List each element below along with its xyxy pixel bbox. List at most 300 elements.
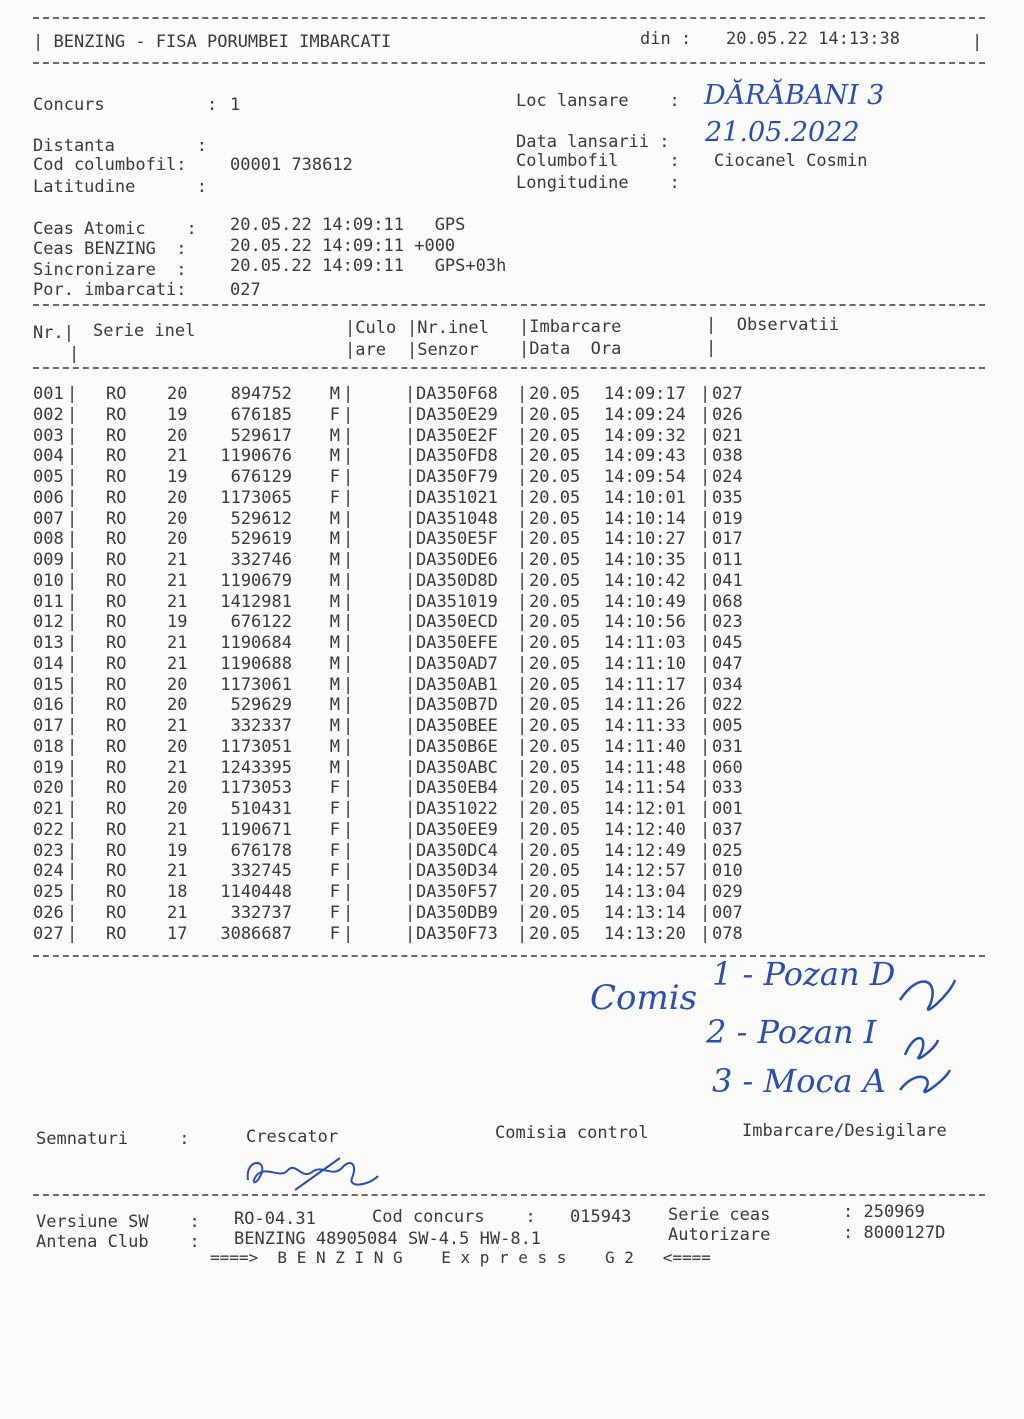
cell-tara: RO bbox=[106, 923, 127, 944]
cell-nr: 005 bbox=[33, 467, 64, 487]
column-separator: | bbox=[700, 757, 711, 778]
cell-tara: RO bbox=[106, 529, 127, 550]
column-separator: | bbox=[517, 633, 528, 653]
cell-obs: 019 bbox=[712, 508, 743, 529]
column-separator: | bbox=[67, 633, 78, 653]
column-separator: | bbox=[700, 570, 711, 591]
cell-data: 20.05 bbox=[529, 633, 581, 653]
column-separator: | bbox=[67, 570, 78, 591]
cell-obs: 011 bbox=[712, 550, 743, 570]
column-separator: | bbox=[700, 902, 711, 923]
table-row bbox=[0, 799, 1024, 820]
cell-nr: 018 bbox=[33, 736, 64, 757]
cell-sex: M bbox=[329, 550, 340, 570]
cell-senzor: DA350F57 bbox=[416, 882, 498, 902]
column-separator: | bbox=[700, 487, 711, 508]
column-separator: | bbox=[517, 778, 528, 799]
cell-obs: 025 bbox=[712, 840, 743, 861]
ceas-benzing-label: Ceas BENZING : bbox=[33, 239, 187, 259]
column-separator: | bbox=[517, 404, 528, 425]
cell-inel: 332737 bbox=[230, 902, 292, 923]
column-separator: | bbox=[67, 695, 78, 716]
cell-obs: 017 bbox=[712, 529, 743, 550]
cell-senzor: DA351019 bbox=[416, 591, 498, 612]
cell-ora: 14:10:49 bbox=[604, 591, 686, 612]
cell-nr: 021 bbox=[33, 799, 64, 819]
commission-handwritten-line-3: 3 - Moca A bbox=[712, 1062, 886, 1100]
column-separator: | bbox=[343, 736, 354, 757]
cell-ora: 14:12:40 bbox=[604, 819, 686, 840]
cell-ora: 14:12:57 bbox=[604, 861, 686, 882]
table-row bbox=[0, 675, 1024, 696]
crescator-signature bbox=[240, 1150, 390, 1195]
col-nr-subbar: | bbox=[69, 344, 80, 364]
cell-sex: M bbox=[329, 633, 340, 653]
column-separator: | bbox=[517, 861, 528, 882]
column-separator: | bbox=[67, 736, 78, 757]
column-separator: | bbox=[405, 591, 416, 612]
cell-obs: 029 bbox=[712, 882, 743, 902]
semnaturi-label: Semnaturi : bbox=[36, 1129, 190, 1149]
cell-nr: 004 bbox=[33, 446, 64, 467]
column-separator: | bbox=[343, 446, 354, 467]
cell-obs: 041 bbox=[712, 570, 743, 591]
column-separator: | bbox=[700, 467, 711, 487]
table-row bbox=[0, 758, 1024, 779]
column-separator: | bbox=[517, 508, 528, 529]
cell-tara: RO bbox=[106, 674, 127, 695]
versiune-sw-label: Versiune SW : bbox=[36, 1212, 200, 1232]
table-row bbox=[0, 737, 1024, 758]
cell-nr: 015 bbox=[33, 674, 64, 695]
data-lansarii-label: Data lansarii : bbox=[516, 132, 670, 152]
cell-an: 21 bbox=[167, 446, 188, 467]
cell-inel: 894752 bbox=[230, 384, 292, 404]
cod-concurs-value: 015943 bbox=[570, 1207, 632, 1227]
column-separator: | bbox=[517, 840, 528, 861]
form-title: | BENZING - FISA PORUMBEI IMBARCATI bbox=[33, 32, 392, 52]
cell-sex: M bbox=[329, 716, 340, 736]
latitudine-label: Latitudine : bbox=[33, 177, 207, 197]
cell-sex: F bbox=[329, 487, 340, 508]
cell-nr: 009 bbox=[33, 550, 64, 570]
cell-sex: M bbox=[329, 612, 340, 633]
cell-nr: 012 bbox=[33, 612, 64, 633]
cell-data: 20.05 bbox=[529, 882, 581, 902]
cell-obs: 026 bbox=[712, 404, 743, 425]
columbofil-value: Ciocanel Cosmin bbox=[714, 151, 868, 171]
cell-obs: 010 bbox=[712, 861, 743, 882]
cell-data: 20.05 bbox=[529, 591, 581, 612]
cell-an: 19 bbox=[167, 404, 188, 425]
footer-divider bbox=[33, 1194, 985, 1196]
column-separator: | bbox=[517, 467, 528, 487]
ceas-atomic-label: Ceas Atomic : bbox=[33, 219, 197, 239]
serie-ceas-value: : 250969 bbox=[843, 1202, 925, 1222]
col-observatii-header-2: | bbox=[706, 338, 717, 358]
column-separator: | bbox=[700, 799, 711, 819]
column-separator: | bbox=[405, 550, 416, 570]
column-separator: | bbox=[343, 799, 354, 819]
column-separator: | bbox=[343, 633, 354, 653]
cell-an: 21 bbox=[167, 550, 188, 570]
table-row bbox=[0, 654, 1024, 675]
cell-senzor: DA350ABC bbox=[416, 757, 498, 778]
table-row bbox=[0, 488, 1024, 509]
cell-data: 20.05 bbox=[529, 404, 581, 425]
cell-an: 20 bbox=[167, 736, 188, 757]
autorizare-label: Autorizare bbox=[668, 1225, 771, 1245]
column-separator: | bbox=[343, 425, 354, 446]
cell-nr: 016 bbox=[33, 695, 64, 716]
commission-handwritten-line-2: 2 - Pozan I bbox=[706, 1013, 877, 1051]
cell-an: 20 bbox=[167, 384, 188, 404]
col-serie-header: Serie inel bbox=[93, 321, 196, 341]
cell-nr: 027 bbox=[33, 923, 64, 944]
column-separator: | bbox=[517, 529, 528, 550]
column-separator: | bbox=[517, 446, 528, 467]
cell-obs: 033 bbox=[712, 778, 743, 799]
cell-senzor: DA350F68 bbox=[416, 384, 498, 404]
cell-sex: F bbox=[329, 840, 340, 861]
table-row bbox=[0, 778, 1024, 799]
column-separator: | bbox=[67, 508, 78, 529]
antena-club-value: BENZING 48905084 SW-4.5 HW-8.1 bbox=[234, 1229, 542, 1249]
cell-nr: 017 bbox=[33, 716, 64, 736]
cod-columbofil-value: 00001 738612 bbox=[230, 155, 353, 175]
cell-ora: 14:10:14 bbox=[604, 508, 686, 529]
cell-data: 20.05 bbox=[529, 716, 581, 736]
cell-sex: F bbox=[329, 778, 340, 799]
cell-inel: 676185 bbox=[230, 404, 292, 425]
cell-inel: 676122 bbox=[230, 612, 292, 633]
cell-obs: 027 bbox=[712, 384, 743, 404]
cell-data: 20.05 bbox=[529, 425, 581, 446]
column-separator: | bbox=[405, 716, 416, 736]
sincronizare-label: Sincronizare : bbox=[33, 260, 187, 280]
cell-data: 20.05 bbox=[529, 570, 581, 591]
cell-obs: 047 bbox=[712, 653, 743, 674]
cell-nr: 025 bbox=[33, 882, 64, 902]
column-separator: | bbox=[343, 487, 354, 508]
cell-an: 21 bbox=[167, 902, 188, 923]
cell-data: 20.05 bbox=[529, 653, 581, 674]
cell-an: 20 bbox=[167, 695, 188, 716]
cell-obs: 031 bbox=[712, 736, 743, 757]
column-separator: | bbox=[700, 882, 711, 902]
cell-nr: 007 bbox=[33, 508, 64, 529]
table-row bbox=[0, 841, 1024, 862]
column-separator: | bbox=[517, 550, 528, 570]
column-separator: | bbox=[517, 487, 528, 508]
cell-ora: 14:11:40 bbox=[604, 736, 686, 757]
cell-sex: F bbox=[329, 799, 340, 819]
column-separator: | bbox=[343, 529, 354, 550]
cell-senzor: DA350E29 bbox=[416, 404, 498, 425]
column-separator: | bbox=[67, 591, 78, 612]
cell-an: 21 bbox=[167, 591, 188, 612]
cell-sex: F bbox=[329, 861, 340, 882]
column-separator: | bbox=[700, 736, 711, 757]
column-separator: | bbox=[67, 612, 78, 633]
cell-data: 20.05 bbox=[529, 446, 581, 467]
cell-nr: 013 bbox=[33, 633, 64, 653]
column-separator: | bbox=[67, 902, 78, 923]
column-separator: | bbox=[517, 612, 528, 633]
column-separator: | bbox=[343, 550, 354, 570]
column-separator: | bbox=[517, 902, 528, 923]
cell-data: 20.05 bbox=[529, 612, 581, 633]
table-row bbox=[0, 529, 1024, 550]
cell-data: 20.05 bbox=[529, 736, 581, 757]
col-nr-header: Nr.| bbox=[33, 323, 74, 343]
cell-an: 21 bbox=[167, 716, 188, 736]
cell-obs: 021 bbox=[712, 425, 743, 446]
cell-inel: 529619 bbox=[230, 529, 292, 550]
cell-inel: 529629 bbox=[230, 695, 292, 716]
column-separator: | bbox=[700, 716, 711, 736]
cell-senzor: DA350FD8 bbox=[416, 446, 498, 467]
cod-concurs-label: Cod concurs : bbox=[372, 1207, 536, 1227]
cell-ora: 14:09:54 bbox=[604, 467, 686, 487]
cell-an: 20 bbox=[167, 487, 188, 508]
column-separator: | bbox=[405, 819, 416, 840]
cell-nr: 023 bbox=[33, 840, 64, 861]
cell-senzor: DA350AD7 bbox=[416, 653, 498, 674]
cell-tara: RO bbox=[106, 446, 127, 467]
column-separator: | bbox=[517, 923, 528, 944]
column-separator: | bbox=[405, 508, 416, 529]
cell-nr: 010 bbox=[33, 570, 64, 591]
cell-an: 20 bbox=[167, 674, 188, 695]
loc-lansare-label: Loc lansare : bbox=[516, 91, 680, 111]
cell-sex: F bbox=[329, 404, 340, 425]
column-separator: | bbox=[343, 716, 354, 736]
table-row bbox=[0, 882, 1024, 903]
column-separator: | bbox=[343, 695, 354, 716]
cell-obs: 060 bbox=[712, 757, 743, 778]
cell-sex: M bbox=[329, 570, 340, 591]
cell-data: 20.05 bbox=[529, 799, 581, 819]
columbofil-label: Columbofil : bbox=[516, 151, 680, 171]
cell-tara: RO bbox=[106, 487, 127, 508]
column-separator: | bbox=[405, 882, 416, 902]
cell-data: 20.05 bbox=[529, 819, 581, 840]
column-separator: | bbox=[517, 799, 528, 819]
cell-obs: 038 bbox=[712, 446, 743, 467]
cell-an: 21 bbox=[167, 633, 188, 653]
column-separator: | bbox=[67, 882, 78, 902]
cell-senzor: DA350D8D bbox=[416, 570, 498, 591]
serie-ceas-label: Serie ceas bbox=[668, 1205, 771, 1225]
column-separator: | bbox=[405, 467, 416, 487]
column-separator: | bbox=[343, 778, 354, 799]
cell-data: 20.05 bbox=[529, 861, 581, 882]
cell-tara: RO bbox=[106, 716, 127, 736]
cell-tara: RO bbox=[106, 591, 127, 612]
concurs-label: Concurs : bbox=[33, 95, 218, 115]
column-separator: | bbox=[405, 425, 416, 446]
cell-an: 20 bbox=[167, 799, 188, 819]
column-separator: | bbox=[517, 716, 528, 736]
cell-ora: 14:11:54 bbox=[604, 778, 686, 799]
cell-inel: 1140448 bbox=[220, 882, 292, 902]
cell-senzor: DA351048 bbox=[416, 508, 498, 529]
cell-sex: F bbox=[329, 882, 340, 902]
column-separator: | bbox=[517, 819, 528, 840]
cell-tara: RO bbox=[106, 404, 127, 425]
cell-senzor: DA350BEE bbox=[416, 716, 498, 736]
column-separator: | bbox=[405, 529, 416, 550]
cell-obs: 005 bbox=[712, 716, 743, 736]
column-separator: | bbox=[700, 923, 711, 944]
cell-data: 20.05 bbox=[529, 840, 581, 861]
table-row bbox=[0, 903, 1024, 924]
column-separator: | bbox=[405, 612, 416, 633]
commission-handwritten-line-1: 1 - Pozan D bbox=[712, 955, 896, 993]
column-separator: | bbox=[67, 674, 78, 695]
cell-obs: 023 bbox=[712, 612, 743, 633]
cell-an: 21 bbox=[167, 570, 188, 591]
cell-data: 20.05 bbox=[529, 487, 581, 508]
header-divider bbox=[33, 304, 985, 306]
column-separator: | bbox=[405, 695, 416, 716]
cell-inel: 3086687 bbox=[220, 923, 292, 944]
cell-nr: 026 bbox=[33, 902, 64, 923]
cell-ora: 14:13:04 bbox=[604, 882, 686, 902]
cell-ora: 14:11:26 bbox=[604, 695, 686, 716]
column-separator: | bbox=[343, 840, 354, 861]
column-separator: | bbox=[343, 384, 354, 404]
cell-inel: 529617 bbox=[230, 425, 292, 446]
cell-tara: RO bbox=[106, 425, 127, 446]
cell-tara: RO bbox=[106, 384, 127, 404]
cell-ora: 14:09:17 bbox=[604, 384, 686, 404]
column-separator: | bbox=[405, 902, 416, 923]
cell-tara: RO bbox=[106, 799, 127, 819]
column-separator: | bbox=[700, 508, 711, 529]
cell-senzor: DA350E2F bbox=[416, 425, 498, 446]
cell-inel: 1243395 bbox=[220, 757, 292, 778]
cell-senzor: DA350B7D bbox=[416, 695, 498, 716]
column-separator: | bbox=[343, 923, 354, 944]
cell-data: 20.05 bbox=[529, 550, 581, 570]
cell-data: 20.05 bbox=[529, 467, 581, 487]
cell-inel: 1190679 bbox=[220, 570, 292, 591]
cell-an: 17 bbox=[167, 923, 188, 944]
column-separator: | bbox=[700, 819, 711, 840]
cell-senzor: DA350DC4 bbox=[416, 840, 498, 861]
column-separator: | bbox=[517, 882, 528, 902]
column-separator: | bbox=[67, 446, 78, 467]
ceas-benzing-value: 20.05.22 14:09:11 +000 bbox=[230, 236, 456, 256]
cell-sex: M bbox=[329, 674, 340, 695]
table-row bbox=[0, 426, 1024, 447]
brand-line: ====> B E N Z I N G E x p r e s s G 2 <==== bbox=[210, 1248, 711, 1267]
cell-obs: 024 bbox=[712, 467, 743, 487]
cell-tara: RO bbox=[106, 882, 127, 902]
cell-ora: 14:11:17 bbox=[604, 674, 686, 695]
column-separator: | bbox=[405, 384, 416, 404]
cell-ora: 14:11:33 bbox=[604, 716, 686, 736]
column-separator: | bbox=[67, 799, 78, 819]
column-separator: | bbox=[405, 778, 416, 799]
column-separator: | bbox=[517, 674, 528, 695]
cell-tara: RO bbox=[106, 653, 127, 674]
cell-sex: F bbox=[329, 467, 340, 487]
cell-senzor: DA350AB1 bbox=[416, 674, 498, 695]
column-separator: | bbox=[343, 757, 354, 778]
column-separator: | bbox=[405, 861, 416, 882]
cell-ora: 14:12:49 bbox=[604, 840, 686, 861]
cell-senzor: DA350EB4 bbox=[416, 778, 498, 799]
column-separator: | bbox=[67, 487, 78, 508]
column-separator: | bbox=[700, 404, 711, 425]
cell-sex: M bbox=[329, 446, 340, 467]
column-separator: | bbox=[405, 633, 416, 653]
cell-data: 20.05 bbox=[529, 757, 581, 778]
cell-sex: M bbox=[329, 695, 340, 716]
cell-obs: 001 bbox=[712, 799, 743, 819]
column-separator: | bbox=[517, 591, 528, 612]
column-separator: | bbox=[67, 923, 78, 944]
date-label: din : bbox=[640, 29, 692, 49]
cell-obs: 007 bbox=[712, 902, 743, 923]
column-separator: | bbox=[67, 819, 78, 840]
column-separator: | bbox=[700, 529, 711, 550]
porumbei-imbarcati-label: Por. imbarcati: bbox=[33, 280, 187, 300]
cell-an: 21 bbox=[167, 819, 188, 840]
cell-ora: 14:10:01 bbox=[604, 487, 686, 508]
column-separator: | bbox=[700, 446, 711, 467]
column-separator: | bbox=[517, 695, 528, 716]
table-row bbox=[0, 695, 1024, 716]
porumbei-imbarcati-value: 027 bbox=[230, 280, 261, 300]
col-senzor-header-1: |Nr.inel bbox=[407, 318, 489, 338]
col-imbarcare-header-2: |Data Ora bbox=[519, 339, 622, 359]
cell-ora: 14:11:03 bbox=[604, 633, 686, 653]
column-separator: | bbox=[700, 674, 711, 695]
cell-senzor: DA350DE6 bbox=[416, 550, 498, 570]
cell-data: 20.05 bbox=[529, 674, 581, 695]
column-separator: | bbox=[67, 467, 78, 487]
cell-an: 21 bbox=[167, 861, 188, 882]
cell-ora: 14:10:27 bbox=[604, 529, 686, 550]
cell-inel: 1190671 bbox=[220, 819, 292, 840]
cell-tara: RO bbox=[106, 902, 127, 923]
table-row bbox=[0, 467, 1024, 488]
table-row bbox=[0, 820, 1024, 841]
cell-sex: F bbox=[329, 819, 340, 840]
commission-initials-signature bbox=[890, 960, 970, 1100]
column-separator: | bbox=[67, 425, 78, 446]
column-separator: | bbox=[343, 819, 354, 840]
table-row bbox=[0, 446, 1024, 467]
table-row bbox=[0, 550, 1024, 571]
column-separator: | bbox=[343, 674, 354, 695]
loc-lansare-handwritten: DĂRĂBANI 3 bbox=[704, 80, 885, 111]
column-separator: | bbox=[343, 404, 354, 425]
column-separator: | bbox=[67, 840, 78, 861]
cell-tara: RO bbox=[106, 467, 127, 487]
cell-nr: 020 bbox=[33, 778, 64, 799]
cell-inel: 1190684 bbox=[220, 633, 292, 653]
cell-sex: M bbox=[329, 508, 340, 529]
cell-data: 20.05 bbox=[529, 902, 581, 923]
cell-an: 20 bbox=[167, 529, 188, 550]
column-separator: | bbox=[405, 736, 416, 757]
cell-ora: 14:10:35 bbox=[604, 550, 686, 570]
